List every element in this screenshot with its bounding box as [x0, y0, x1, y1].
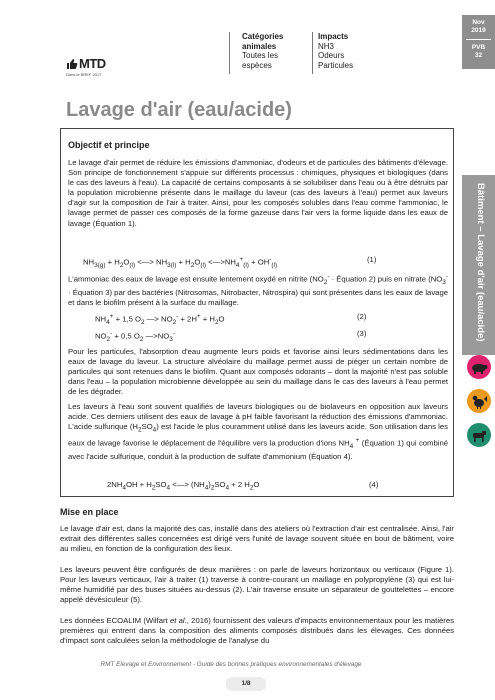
header-divider: [229, 32, 230, 74]
categories-title-1: Catégories: [242, 32, 284, 41]
doc-number: 32: [474, 52, 483, 59]
objectif-section: [60, 128, 454, 497]
impacts-block: [318, 32, 388, 70]
footer-text: RMT Elevage et Environnement - Guide des bonnes pratiques environnementales d'élevage: [100, 661, 362, 668]
doc-code: PVB: [471, 44, 486, 51]
equation-1: $NH_{3(g)} + H_2O_{(l)}$ <—> $NH_{3(l)} + H_2O_{(l)}$ $<—>NH_4^+_{(l)} + OH^-_{(l)}$: [83, 256, 278, 270]
page-number: 1/8: [226, 677, 266, 691]
categories-value-2: espèces: [242, 60, 272, 70]
issue-badge: [462, 15, 495, 69]
section-vertical-title: Bâtiment – Lavage d'air (eau/acide): [475, 183, 486, 342]
mtd-logo: [66, 56, 126, 82]
equation-3: $NO_2^- + 0,5$ $O_2$ $—>NO_3^-$: [95, 330, 175, 344]
issue-year: 2019: [471, 27, 486, 34]
categories-block: [242, 32, 312, 70]
side-strip: [462, 15, 495, 700]
impact-particules: Particules: [318, 60, 354, 70]
section-heading-objectif: Objectif et principe: [68, 140, 150, 150]
paragraph: Pour les particules, l'absorption d'eau augmente leurs poids et favorise ainsi leurs sédimentations dans les eaux de lavage du laveur. La structure alvéolaire du maillage permet aussi de piéger un certain nombre de particules qui sont retenues dans le biofilm. Quant aux composés odorants – dont la majorité n'est pas soluble dans l'eau – la population microbienne développée au sein du maillage dans le cas des laveurs à l'eau permet de les dégrader.: [68, 347, 448, 397]
paragraph: Le lavage d'air permet de réduire les émissions d'ammoniac, d'odeurs et de particules des bâtiments d'élevage. Son principe de fonctionnement s'appuie sur différents processus : chimiques, physiques et biologiques (dans le cas des laveurs à l'eau). La capacité de certains composants à se solubiliser dans l'eau ou à être détruits par la population microbienne présente dans le maillage du laveur (cas des laveurs à l'eau) permet aux laveurs d'agir sur la composition de l'air à traiter. Ainsi, pour les composés solubles dans l'eau comme l'ammoniac, le lavage permet de passer ces composés de la forme gazeuse dans l'air vers la forme liquide dans les eaux de lavage (Équation 1).: [68, 158, 448, 228]
impact-odeurs: Odeurs: [318, 51, 345, 60]
paragraph: Le lavage d'air est, dans la majorité des cas, installé dans des ateliers où l'extraction d'air est centralisée. Ainsi, l'air extrait des différentes salles concernées est dirigé vers l'unité de lavage souvent située en bout de bâtiment, voire au milieu, en fonction de la configuration des lieux.: [60, 524, 454, 554]
thumbs-up-icon: [66, 58, 78, 70]
equation-4: $2NH_4OH + H_2SO_4$ <—> $(NH_4)_2SO_4 + 2$ $H_2O$: [107, 480, 260, 492]
paragraph: Les laveurs peuvent être configurés de deux manières : on parle de laveurs horizontaux ou verticaux (Figure 1). Pour les laveurs verticaux, l'air à traiter (1) traverse à contre-courant un maillage en polypropylène (3) qui est lui-même humidifié par des buses situées au-dessus (2). L'air traverse ensuite un séparateur de gouttelettes – encore appelé dévésiculeur (5).: [60, 565, 454, 605]
equation-2-number: (2): [357, 312, 367, 321]
pig-icon: [467, 355, 491, 379]
equation-4-number: (4): [369, 480, 379, 489]
logo-text: MTD: [79, 56, 106, 71]
issue-month: Nov: [472, 19, 485, 26]
paragraph: Les données ECOALIM (Wilfart et al., 2016) fournissent des valeurs d'impacts environnementaux pour les matières premières qui entrent dans la composition des aliments composés distribués dans les élevages. Ces données d'impact sont calculées selon la méthodologie de l'analyse du: [60, 616, 454, 646]
section-heading-mise-en-place: Mise en place: [60, 507, 119, 517]
cattle-icon: [467, 423, 491, 447]
equation-3-number: (3): [357, 329, 367, 338]
poultry-icon: [467, 389, 491, 413]
logo-subtitle: Dans le BREF 2017: [66, 72, 102, 77]
header-divider: [312, 32, 313, 74]
impact-nh3: NH3: [318, 41, 335, 51]
categories-title-2: animales: [242, 41, 277, 51]
equation-1-number: (1): [367, 255, 377, 264]
paragraph: Les laveurs à l'eau sont souvent qualifiés de laveurs biologiques ou de biolaveurs en opposition aux laveurs acide. Ces derniers utilisent des eaux de lavage à pH faible favorisant la réduction des émissions d'ammoniac. L'acide sulfurique $(H_2SO_4)$ est l'acide le plus couramment utilisé dans les laveurs acide. Son utilisation dans les eaux de lavage favorise le déplacement de l'équilibre vers la production d'ions $NH_4$ + (Équation 1) qui combiné avec l'acide sulfurique, conduit à la production de sulfate d'ammonium (Équation 4).: [68, 402, 449, 461]
page-title: Lavage d'air (eau/acide): [66, 99, 292, 121]
categories-value-1: Toutes les: [242, 51, 279, 60]
equation-2: $NH_4^+ + 1,5$ $O_2$ —> $NO_2^- + 2H^+ + H_2O$: [95, 313, 225, 327]
impacts-title: Impacts: [318, 32, 349, 41]
paragraph: L'ammoniac des eaux de lavage est ensuite lentement oxydé en nitrite ($NO_2^-$ · Équation 2) puis en nitrate ($NO_3^-$ · Équation 3) par des bactéries (Nitrosomas, Nitrobacter, Nitrospira) qui sont présentes dans les eaux de lavage et dans le biofilm présent à la surface du maillage.: [68, 273, 448, 308]
